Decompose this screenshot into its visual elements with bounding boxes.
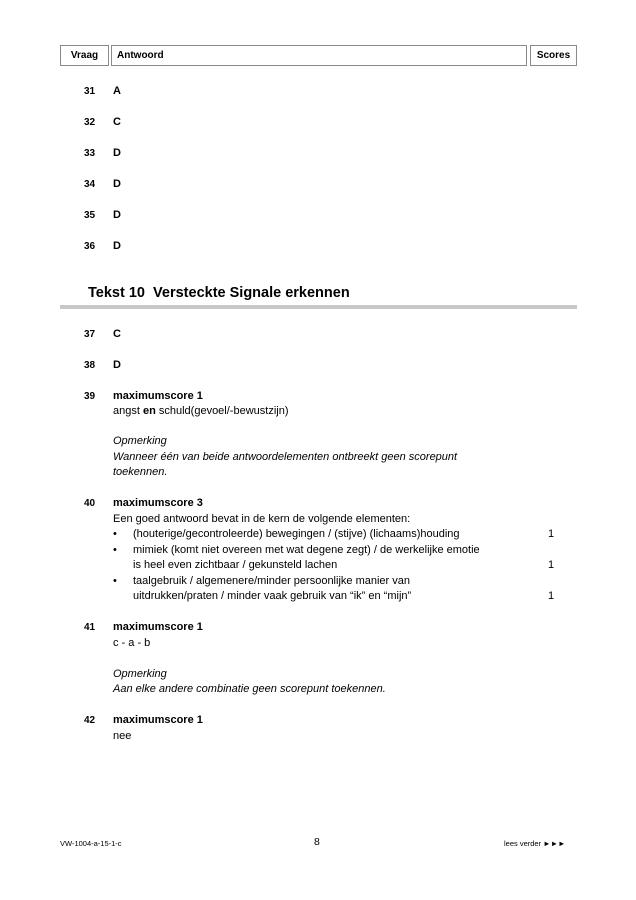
note-text: Wanneer één van beide antwoordelementen ontbreekt geen scorepunt — [113, 451, 458, 463]
answer-letter: D — [113, 359, 121, 371]
note-text: Aan elke andere combinatie geen scorepunt toekennen. — [113, 683, 386, 695]
question-number: 37 — [84, 329, 96, 340]
answer-element-cont: is heel even zichtbaar / gekunsteld lachen — [133, 559, 338, 571]
header-cell-question — [60, 45, 109, 66]
question-number: 39 — [84, 391, 96, 402]
section-divider — [60, 305, 577, 309]
page-number: 8 — [314, 836, 320, 848]
score-points: 1 — [548, 528, 555, 540]
footer-code: VW-1004-a-15-1-c — [60, 839, 122, 848]
question-number: 42 — [84, 715, 96, 726]
question-number: 33 — [84, 148, 96, 159]
section-name: Versteckte Signale erkennen — [153, 285, 350, 301]
header-cell-answer — [111, 45, 527, 66]
note-label: Opmerking — [113, 668, 167, 680]
answer-element-cont: uitdrukken/praten / minder vaak gebruik van “ik” en “mijn” — [133, 590, 412, 602]
note-label: Opmerking — [113, 435, 167, 447]
answer-element: (houterige/gecontroleerde) bewegingen / (stijve) (lichaams)houding — [133, 528, 460, 540]
bullet: • — [113, 575, 117, 587]
section-label: Tekst 10 — [88, 285, 145, 301]
answer-element: taalgebruik / algemenere/minder persoonlijke manier van — [133, 575, 410, 587]
max-score: maximumscore 1 — [113, 390, 203, 402]
question-number: 36 — [84, 241, 96, 252]
question-number: 35 — [84, 210, 96, 221]
answer-letter: D — [113, 178, 121, 190]
answer-text: nee — [113, 730, 132, 742]
max-score: maximumscore 3 — [113, 497, 203, 509]
answer-letter: A — [113, 85, 121, 97]
answer-letter: C — [113, 116, 121, 128]
answer-letter: C — [113, 328, 121, 340]
next-page-link[interactable]: lees verder ►►► — [504, 839, 566, 848]
score-points: 1 — [548, 590, 555, 602]
bullet: • — [113, 544, 117, 556]
note-text: toekennen. — [113, 466, 168, 478]
question-number: 31 — [84, 86, 96, 97]
answer-letter: D — [113, 209, 121, 221]
answer-element: mimiek (komt niet overeen met wat degene zegt) / de werkelijke emotie — [133, 544, 480, 556]
score-points: 1 — [548, 559, 555, 571]
answer-text: angst en schuld(gevoel/-bewustzijn) — [113, 405, 289, 417]
header-scores-label: Scores — [536, 50, 571, 61]
section-title — [88, 285, 350, 301]
header-cell-scores — [530, 45, 577, 66]
question-number: 32 — [84, 117, 96, 128]
max-score: maximumscore 1 — [113, 714, 203, 726]
answer-letter: D — [113, 147, 121, 159]
question-number: 38 — [84, 360, 96, 371]
max-score: maximumscore 1 — [113, 621, 203, 633]
question-number: 41 — [84, 622, 96, 633]
header-answer-label: Antwoord — [117, 50, 164, 61]
bullet: • — [113, 528, 117, 540]
answer-intro: Een goed antwoord bevat in de kern de volgende elementen: — [113, 513, 411, 525]
question-number: 34 — [84, 179, 96, 190]
answer-text: c - a - b — [113, 637, 151, 649]
header-question-label: Vraag — [70, 50, 99, 61]
answer-letter: D — [113, 240, 121, 252]
question-number: 40 — [84, 498, 96, 509]
